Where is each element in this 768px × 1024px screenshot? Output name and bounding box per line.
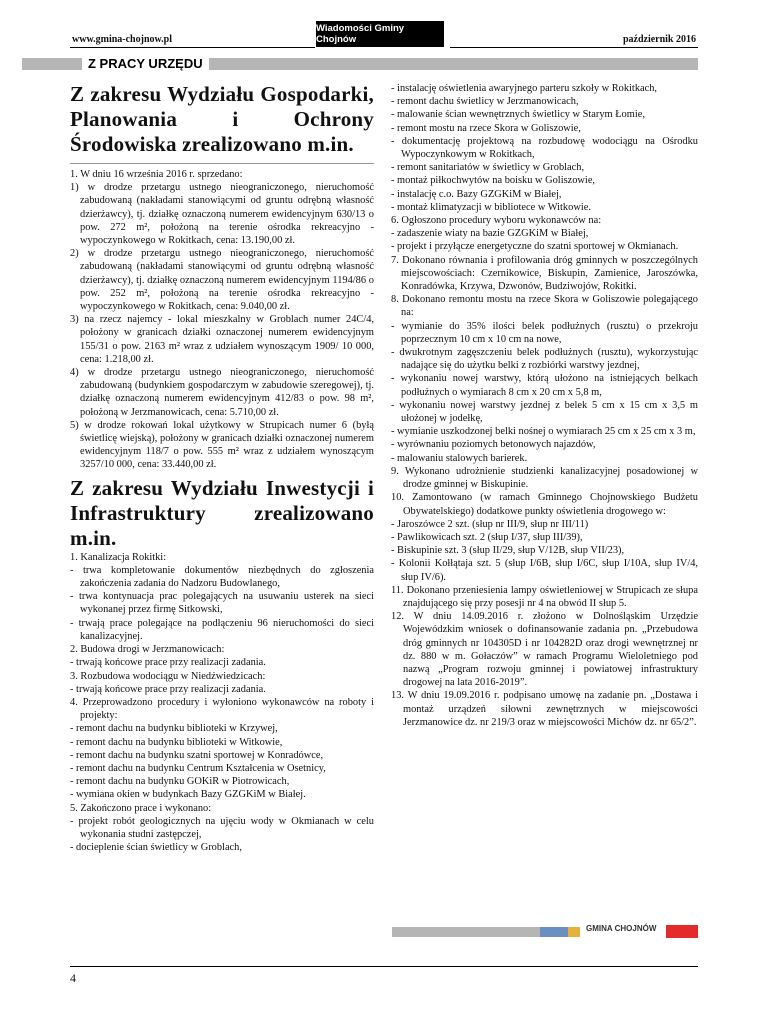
paragraph-item: - docieplenie ścian świetlicy w Groblach,: [70, 842, 242, 854]
paragraph-line: 3. Rozbudowa wodociągu w Niedźwiedzicach:: [70, 670, 266, 682]
paragraph-item: - Kolonii Kołłątaja szt. 5 (słup I/6B, słup I/6C, słup I/10A, słup IV/4, słup IV/6).: [391, 558, 698, 583]
paragraph-line: 1. W dniu 16 września 2016 r. sprzedano:: [70, 169, 243, 180]
page-number: 4: [70, 971, 76, 985]
paragraph-item: - malowaniu stalowych barierek.: [391, 452, 528, 464]
paragraph-item: - Pawlikowicach szt. 2 (słup I/37, słup III/39),: [391, 531, 583, 543]
paragraph-item: 13. W dniu 19.09.2016 r. podpisano umowę na zadanie pn. „Dostawa i montaż urządzeń siłowni zewnętrznych w miejscowości Jerzmanowice dz. nr 219/3 oraz w miejscowości Michów dz. nr 65/2”.: [391, 690, 698, 728]
paragraph-item: 8. Dokonano remontu mostu na rzece Skora w Goliszowie polegającego na:: [391, 294, 698, 319]
paragraph-item: - montaż piłkochwytów na boisku w Goliszowie,: [391, 175, 596, 187]
paragraph-item: 9. Wykonano udrożnienie studzienki kanalizacyjnej posadowionej w drodze gminnej w Biskupinie.: [391, 465, 698, 491]
footer-bar-yellow: [568, 927, 580, 937]
paragraph-item: - wymianie do 35% ilości belek podłużnych (rusztu) o przekroju poprzecznym 10 cm x 10 cm na nowe,: [391, 320, 698, 345]
heading-gospodarki: Z zakresu Wydziału Gospodarki, Planowania i Ochrony Środowiska zrealizowano m.in.: [70, 82, 374, 156]
paragraph-item: - wykonaniu nowej warstwy, którą ułożono na istniejących belkach podłużnych o wymiarach 8 cm x 20 cm x 5,8 m,: [391, 373, 698, 398]
paragraph-item: - remont dachu na budynku GOKiR w Piotrowicach,: [70, 776, 290, 788]
paragraph-item: 4. Przeprowadzono procedury i wyłoniono wykonawców na roboty i projekty:: [70, 696, 374, 722]
paragraph-item: - projekt robót geologicznych na ujęciu wody w Okmianach w celu wykonania studni zastępczej,: [70, 815, 374, 840]
paragraph-item: - wyrównaniu poziomych betonowych najazdów,: [391, 439, 596, 451]
header-rule-left: [70, 47, 315, 48]
paragraph-item: - dwukrotnym zagęszczeniu belek podłużnych (rusztu), wykorzystując nadające się do użytku belki z rozbiórki warstwy jezdnej,: [391, 347, 698, 372]
paragraph-item: 4) w drodze przetargu ustnego nieograniczonego, nieruchomość zabudowaną (budynkiem gospodarczym w zabudowie szeregowej), tj. działkę oznaczoną numerem ewidencyjnym 412/83 o pow. 98 m², położoną w Jerzmanowicach, cena: 5.710,00 zł.: [70, 367, 374, 418]
publication-title: Wiadomości Gminy Chojnów: [316, 21, 444, 47]
paragraph-item: - trwa kompletowanie dokumentów niezbędnych do zgłoszenia zakończenia zadania do Nadzoru Budowlanego,: [70, 564, 374, 590]
paragraph-item: - dokumentację projektową na rozbudowę wodociągu na Ośrodku Wypoczynkowym w Rokitkach,: [391, 135, 698, 161]
issue-date: październik 2016: [622, 34, 696, 45]
paragraph-item: - Jaroszówce 2 szt. (słup nr III/9, słup nr III/11): [391, 518, 589, 530]
section-label: Z PRACY URZĘDU: [82, 56, 209, 72]
paragraph-item: - remont dachu na budynku szatni sportowej w Konradówce,: [70, 749, 324, 761]
paragraph-item: - trwają prace polegające na podłączeniu 96 nieruchomości do sieci kanalizacyjnej.: [70, 617, 374, 642]
paragraph-item: - instalację oświetlenia awaryjnego parteru szkoły w Rokitkach,: [391, 83, 658, 94]
paragraph-item: - trwa kontynuacja prac polegających na usuwaniu usterek na sieci wykonanej przez firmę Sitkowski,: [70, 591, 374, 616]
paragraph-item: - remont dachu na budynku biblioteki w Witkowie,: [70, 736, 283, 748]
paragraph-item: 11. Dokonano przeniesienia lampy oświetleniowej w Strupicach ze słupa znajdującego się przy posesji nr 4 na obwód II słup 5.: [391, 584, 698, 609]
paragraph-item: - remont dachu na budynku Centrum Kształcenia w Osetnicy,: [70, 762, 326, 774]
paragraph-item: 5) w drodze rokowań lokal użytkowy w Strupicach numer 6 (byłą świetlicę wiejską), położony w granicach działki oznaczonej numerem ewidencyjnym 118/7 o pow. 555 m² wraz z udziałem wynoszącym 3257/10 000, cena: 33.440,00 zł.: [70, 419, 374, 471]
paragraph-item: - trwają końcowe prace przy realizacji zadania.: [70, 657, 266, 669]
paragraph-item: - Biskupinie szt. 3 (słup II/29, słup V/12B, słup VII/23),: [391, 545, 625, 557]
paragraph-item: - projekt i przyłącze energetyczne do szatni sportowej w Okmianach.: [391, 241, 679, 253]
paragraph-item: - wymianie uszkodzonej belki nośnej o wymiarach 25 cm x 25 cm x 3 m,: [391, 426, 696, 438]
header-rule-right: [450, 47, 698, 48]
paragraph-item: - wymiana okien w budynkach Bazy GZGKiM w Białej.: [70, 789, 306, 801]
paragraph-item: - wykonaniu nowej warstwy jezdnej z belek 5 cm x 15 cm x 3,5 m ułożonej w jodełkę,: [391, 399, 698, 425]
paragraph-item: - zadaszenie wiaty na bazie GZGKiM w Białej,: [391, 228, 589, 240]
paragraph-item: 12. W dniu 14.09.2016 r. złożono w Dolnośląskim Urzędzie Wojewódzkim wniosek o dofinansowanie zadania pn. „Przebudowa dróg gminnych nr 104305D i nr 104282D oraz drogi wewnętrznej nr dz. 880 w m. Gołaczów” w ramach Programu Wieloletniego pod nazwą „Program rozwoju gminnej i powiatowej infrastruktury drogowej na lata 2016-2019”.: [391, 611, 698, 689]
website-url[interactable]: www.gmina-chojnow.pl: [72, 34, 173, 45]
paragraph-item: 1) w drodze przetargu ustnego nieograniczonego, nieruchomość zabudowaną (nakładami stanowiącymi od gruntu odrębną własność dzierżawcy), tj. działkę oznaczoną numerem ewidencyjnym 630/13 o pow. 272 m², położoną na terenie ośrodka rekreacyjno - wypoczynkowego w Rokitkach, cena: 13.190,00 zł.: [70, 182, 374, 247]
footer-bar-blue: [540, 927, 568, 937]
paragraph-item: - trwają końcowe prace przy realizacji zadania.: [70, 683, 266, 695]
paragraph-item: - remont dachu na budynku biblioteki w Krzywej,: [70, 723, 278, 735]
right-column: [391, 82, 698, 729]
paragraph-item: 6. Ogłoszono procedury wyboru wykonawców na:: [391, 215, 602, 227]
paragraph-line: 1. Kanalizacja Rokitki:: [70, 551, 167, 563]
paragraph-line: 2. Budowa drogi w Jerzmanowicach:: [70, 644, 225, 656]
bottom-rule: [70, 966, 698, 967]
heading-divider: [70, 163, 374, 164]
paragraph-item: - remont dachu świetlicy w Jerzmanowicach,: [391, 96, 579, 108]
paragraph-item: - remont mostu na rzece Skora w Goliszowie,: [391, 122, 581, 134]
paragraph-item: 10. Zamontowano (w ramach Gminnego Chojnowskiego Budżetu Obywatelskiego) dodatkowe punkty oświetlenia drogowego w:: [391, 492, 698, 517]
footer-bar-red: [666, 925, 698, 938]
paragraph-item: - malowanie ścian wewnętrznych świetlicy w Starym Łomie,: [391, 109, 645, 121]
paragraph-line: 5. Zakończono prace i wykonano:: [70, 802, 212, 814]
paragraph-item: 7. Dokonano równania i profilowania dróg gminnych w poszczególnych miejscowościach: Czernikowice, Biskupin, Zamienice, Jaroszówka, Konradówka, Krzywa, Dzwonów, Budziwojów, Rokitki.: [391, 254, 698, 293]
left-column: [70, 82, 374, 854]
footer-label: GMINA CHOJNÓW: [586, 924, 657, 933]
paragraph-item: 3) na rzecz najemcy - lokal mieszkalny w Groblach numer 24C/4, położony w granicach działki oznaczonej numerem ewidencyjnym 155/31 o pow. 2163 m² wraz z udziałem wynoszącym 1909/ 10 000, cena: 1.218,00 zł.: [70, 314, 374, 365]
paragraph-item: - instalację c.o. Bazy GZGKiM w Białej,: [391, 188, 562, 200]
paragraph-item: - remont sanitariatów w świetlicy w Groblach,: [391, 162, 585, 174]
paragraph-item: 2) w drodze przetargu ustnego nieograniczonego, nieruchomość zabudowaną (nakładami stanowiącymi od gruntu odrębną własność dzierżawcy), tj. działkę oznaczoną numerem ewidencyjnym 1194/86 o pow. 252 m², położoną na terenie ośrodka rekreacyjno - wypoczynkowego w Rokitkach, cena: 9.040,00 zł.: [70, 248, 374, 313]
heading-inwestycji: Z zakresu Wydziału Inwestycji i Infrastruktury zrealizowano m.in.: [70, 475, 374, 550]
footer-bar-gray: [392, 927, 540, 937]
paragraph-item: - montaż klimatyzacji w bibliotece w Witkowie.: [391, 201, 591, 213]
